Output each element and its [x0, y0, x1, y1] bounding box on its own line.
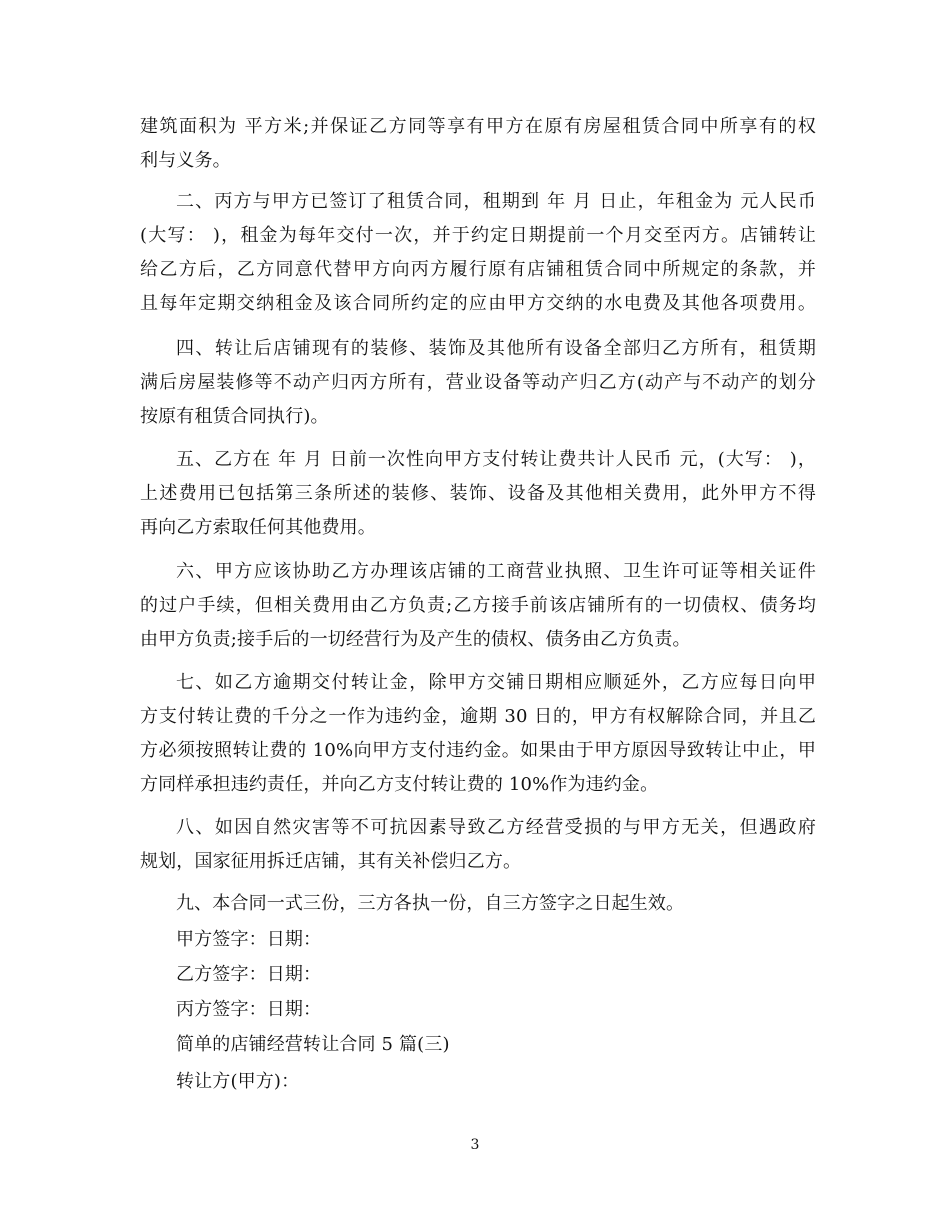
- paragraph-line: 再向乙方索取任何其他费用。: [140, 517, 376, 538]
- signature-line-party-a: 甲方签字：日期：: [176, 929, 322, 950]
- paragraph-line: 的过户手续，但相关费用由乙方负责;乙方接手前该店铺所有的一切债权、债务均: [140, 595, 816, 616]
- paragraph-line: 且每年定期交纳租金及该合同所约定的应由甲方交纳的水电费及其他各项费用。: [140, 293, 816, 314]
- page-number: 3: [470, 1137, 480, 1153]
- paragraph-line: 方支付转让费的千分之一作为违约金，逾期 30 日的，甲方有权解除合同，并且乙: [140, 706, 816, 727]
- section-heading: 简单的店铺经营转让合同 5 篇(三): [176, 1034, 450, 1055]
- paragraph-line: 六、甲方应该协助乙方办理该店铺的工商营业执照、卫生许可证等相关证件: [176, 561, 816, 582]
- paragraph-line: 二、丙方与甲方已签订了租赁合同，租期到 年 月 日止，年租金为 元人民币: [176, 191, 816, 212]
- paragraph-line: 九、本合同一式三份，三方各执一份，自三方签字之日起生效。: [176, 893, 685, 914]
- signature-line-party-c: 丙方签字：日期：: [176, 999, 322, 1020]
- paragraph-line: 四、转让后店铺现有的装修、装饰及其他所有设备全部归乙方所有，租赁期: [176, 338, 816, 359]
- paragraph-line: 五、乙方在 年 月 日前一次性向甲方支付转让费共计人民币 元，(大写： )，: [176, 449, 816, 470]
- paragraph-line: (大写： )，租金为每年交付一次，并于约定日期提前一个月交至丙方。店铺转让: [140, 225, 816, 246]
- paragraph-line: 按原有租赁合同执行)。: [140, 406, 329, 427]
- paragraph-line: 八、如因自然灾害等不可抗因素导致乙方经营受损的与甲方无关，但遇政府: [176, 817, 816, 838]
- paragraph-line: 满后房屋装修等不动产归丙方所有，营业设备等动产归乙方(动产与不动产的划分: [140, 372, 816, 393]
- transferor-label: 转让方(甲方)：: [176, 1071, 300, 1092]
- paragraph-line: 七、如乙方逾期交付转让金，除甲方交铺日期相应顺延外，乙方应每日向甲: [176, 672, 816, 693]
- paragraph-line: 上述费用已包括第三条所述的装修、装饰、设备及其他相关费用，此外甲方不得: [140, 483, 816, 504]
- paragraph-line: 建筑面积为 平方米;并保证乙方同等享有甲方在原有房屋租赁合同中所享有的权: [140, 116, 816, 137]
- signature-line-party-b: 乙方签字：日期：: [176, 964, 322, 985]
- paragraph-line: 方同样承担违约责任，并向乙方支付转让费的 10%作为违约金。: [140, 774, 659, 795]
- paragraph-line: 给乙方后，乙方同意代替甲方向丙方履行原有店铺租赁合同中所规定的条款，并: [140, 259, 816, 280]
- paragraph-line: 方必须按照转让费的 10%向甲方支付违约金。如果由于甲方原因导致转让中止，甲: [140, 740, 816, 761]
- paragraph-line: 由甲方负责;接手后的一切经营行为及产生的债权、债务由乙方负责。: [140, 629, 691, 650]
- paragraph-line: 规划，国家征用拆迁店铺，其有关补偿归乙方。: [140, 851, 522, 872]
- paragraph-line: 利与义务。: [140, 150, 231, 171]
